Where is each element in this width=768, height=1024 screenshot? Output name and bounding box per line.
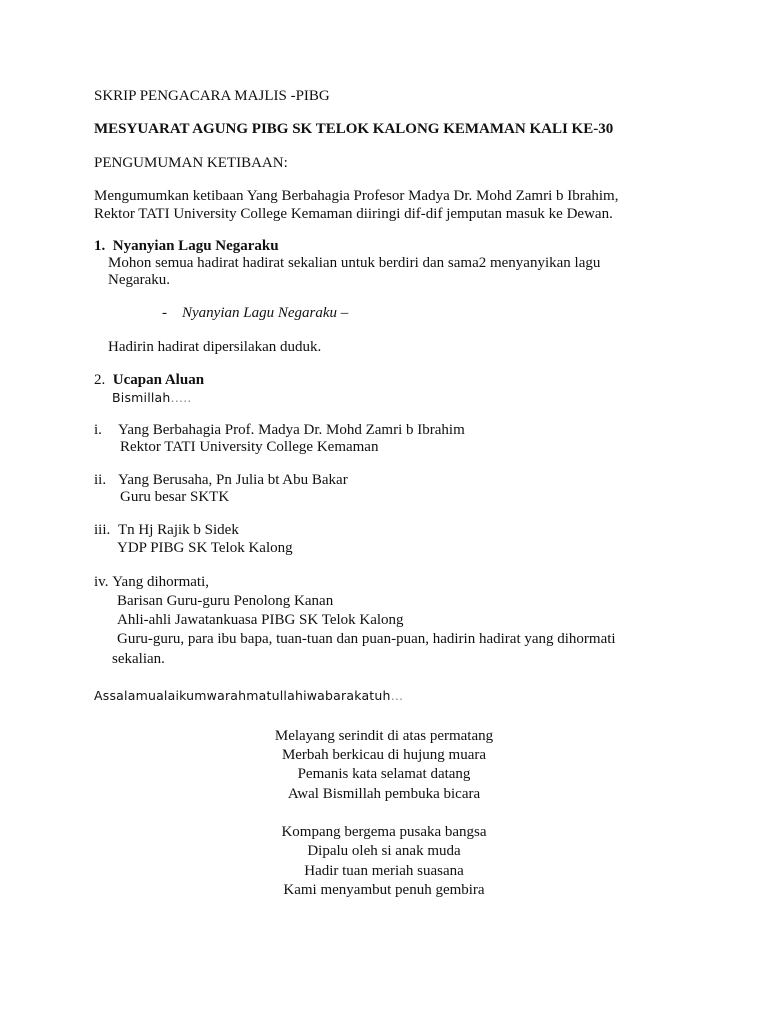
greeting-iii-text: Tn Hj Rajik b Sidek [118, 522, 239, 538]
anthem-title: Nyanyian Lagu Negaraku [182, 305, 337, 321]
opening-bismillah [112, 389, 192, 407]
opening-dots: ….. [170, 390, 192, 405]
section-1-number: 1. [94, 238, 106, 254]
greeting-iv-line-2: Barisan Guru-guru Penolong Kanan [117, 593, 334, 609]
anthem-dash: - [162, 305, 167, 321]
section-2-title: Ucapan Aluan [112, 372, 205, 388]
greeting-iii-line-1 [94, 521, 239, 539]
sit-down-instruction: Hadirin hadirat dipersilakan duduk. [108, 339, 322, 355]
announcement-line-2: Rektor TATI University College Kemaman diiringi dif-dif jemputan masuk ke Dewan. [94, 206, 613, 222]
anthem-suffix: – [337, 305, 349, 321]
meeting-heading: MESYUARAT AGUNG PIBG SK TELOK KALONG KEMAMAN KALI KE-30 [94, 121, 614, 137]
greeting-i-line-2: Rektor TATI University College Kemaman [120, 439, 379, 455]
pantun-2-line-3: Hadir tuan meriah suasana [304, 863, 464, 879]
pantun-1-line-2: Merbah berkicau di hujung muara [281, 747, 487, 763]
greeting-ii-number: ii. [94, 472, 107, 488]
salam-greeting [94, 687, 403, 705]
section-1-heading [94, 237, 279, 255]
pantun-1-line-3: Pemanis kata selamat datang [297, 766, 471, 782]
greeting-iv-text: Yang dihormati, [112, 574, 210, 590]
greeting-iv-line-1 [94, 573, 209, 591]
section-1-line-2: Negaraku. [108, 272, 171, 288]
greeting-i-text: Yang Berbahagia Prof. Madya Dr. Mohd Zamri b Ibrahim [118, 422, 465, 438]
greeting-iv-number: iv. [94, 574, 109, 590]
anthem-item [162, 304, 348, 322]
pantun-2-line-4: Kami menyambut penuh gembira [283, 882, 485, 898]
greeting-iii-number: iii. [94, 522, 111, 538]
greeting-i-number: i. [94, 422, 102, 438]
greeting-iv-line-5: sekalian. [112, 651, 165, 667]
greeting-ii-text: Yang Berusaha, Pn Julia bt Abu Bakar [118, 472, 348, 488]
section-2-heading [94, 371, 204, 389]
section-1-line-1: Mohon semua hadirat hadirat sekalian untuk berdiri dan sama2 menyanyikan lagu [108, 255, 601, 271]
pantun-2-line-2: Dipalu oleh si anak muda [307, 843, 461, 859]
greeting-iv-line-3: Ahli-ahli Jawatankuasa PIBG SK Telok Kalong [117, 612, 404, 628]
section-1-title: Nyanyian Lagu Negaraku [112, 238, 279, 254]
greeting-ii-line-1 [94, 471, 348, 489]
greeting-iii-line-2: YDP PIBG SK Telok Kalong [117, 540, 293, 556]
announcement-heading: PENGUMUMAN KETIBAAN: [94, 155, 288, 171]
pantun-1-line-4: Awal Bismillah pembuka bicara [287, 786, 481, 802]
salam-dots: … [390, 688, 404, 703]
salam-text: Assalamualaikumwarahmatullahiwabarakatuh [94, 688, 391, 703]
opening-word: Bismillah [112, 390, 171, 405]
announcement-line-1: Mengumumkan ketibaan Yang Berbahagia Profesor Madya Dr. Mohd Zamri b Ibrahim, [94, 188, 619, 204]
document-title: SKRIP PENGACARA MAJLIS -PIBG [94, 88, 330, 104]
pantun-1-line-1: Melayang serindit di atas permatang [274, 728, 494, 744]
greeting-ii-line-2: Guru besar SKTK [120, 489, 230, 505]
pantun-2-line-1: Kompang bergema pusaka bangsa [281, 824, 487, 840]
section-2-number: 2. [94, 372, 106, 388]
greeting-i-line-1 [94, 421, 465, 439]
greeting-iv-line-4: Guru-guru, para ibu bapa, tuan-tuan dan puan-puan, hadirin hadirat yang dihormati [117, 631, 616, 647]
